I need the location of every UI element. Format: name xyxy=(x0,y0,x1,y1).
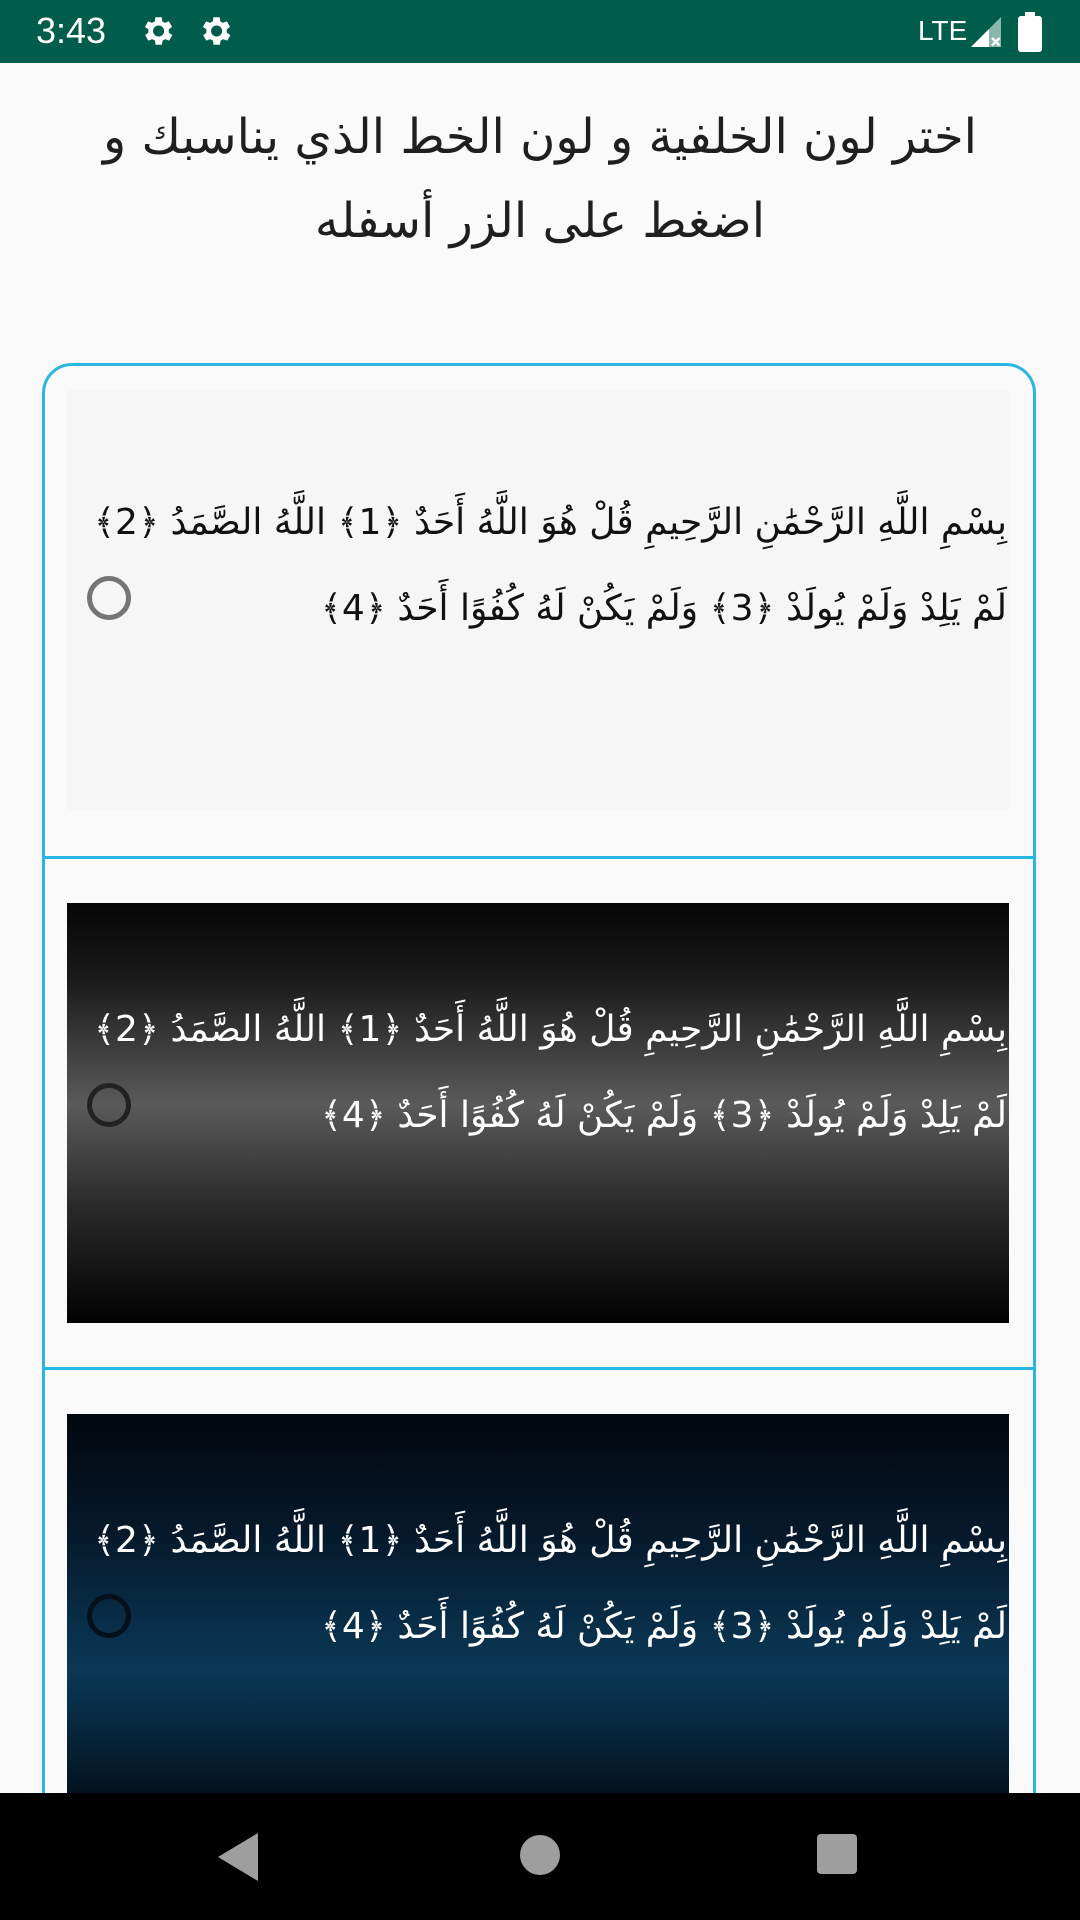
home-icon[interactable] xyxy=(518,1833,562,1877)
back-icon[interactable] xyxy=(214,1829,262,1885)
theme-radio-light[interactable] xyxy=(87,576,131,620)
theme-preview-navy[interactable] xyxy=(67,1414,1009,1823)
theme-radio-dark[interactable] xyxy=(87,1083,131,1127)
theme-preview-dark[interactable] xyxy=(67,903,1009,1323)
verse-preview-text: بِسْمِ اللَّهِ الرَّحْمَٰنِ الرَّحِيمِ قُلْ هُوَ اللَّهُ أَحَدٌ ﴿1﴾ اللَّهُ الصَّمَدُ ﴿2﴾ لَمْ يَلِدْ وَلَمْ يُولَدْ ﴿3﴾ وَلَمْ يَكُنْ لَهُ كُفُوًا أَحَدٌ ﴿4﴾ xyxy=(93,502,1007,629)
network-type: LTE xyxy=(918,15,968,46)
verse-preview-text: بِسْمِ اللَّهِ الرَّحْمَٰنِ الرَّحِيمِ قُلْ هُوَ اللَّهُ أَحَدٌ ﴿1﴾ اللَّهُ الصَّمَدُ ﴿2﴾ لَمْ يَلِدْ وَلَمْ يُولَدْ ﴿3﴾ وَلَمْ يَكُنْ لَهُ كُفُوًا أَحَدٌ ﴿4﴾ xyxy=(93,1520,1007,1647)
signal-icon xyxy=(968,14,1004,50)
theme-option-light[interactable] xyxy=(45,366,1033,874)
theme-option-navy[interactable] xyxy=(45,1370,1033,1823)
navigation-bar xyxy=(0,1793,1080,1920)
instruction-heading: اختر لون الخلفية و لون الخط الذي يناسبك و اضغط على الزر أسفله xyxy=(103,109,977,249)
gear-icon xyxy=(196,12,234,50)
theme-option-dark[interactable] xyxy=(45,859,1033,1367)
verse-preview-text: بِسْمِ اللَّهِ الرَّحْمَٰنِ الرَّحِيمِ قُلْ هُوَ اللَّهُ أَحَدٌ ﴿1﴾ اللَّهُ الصَّمَدُ ﴿2﴾ لَمْ يَلِدْ وَلَمْ يُولَدْ ﴿3﴾ وَلَمْ يَكُنْ لَهُ كُفُوًا أَحَدٌ ﴿4﴾ xyxy=(93,1009,1007,1136)
theme-options-list[interactable] xyxy=(42,363,1036,1823)
status-time: 3:43 xyxy=(36,10,107,51)
recents-icon[interactable] xyxy=(816,1833,858,1875)
theme-radio-navy[interactable] xyxy=(87,1594,131,1638)
status-bar xyxy=(0,0,1080,63)
gear-icon xyxy=(138,12,176,50)
theme-preview-light[interactable] xyxy=(67,390,1009,810)
battery-icon xyxy=(1018,12,1042,52)
